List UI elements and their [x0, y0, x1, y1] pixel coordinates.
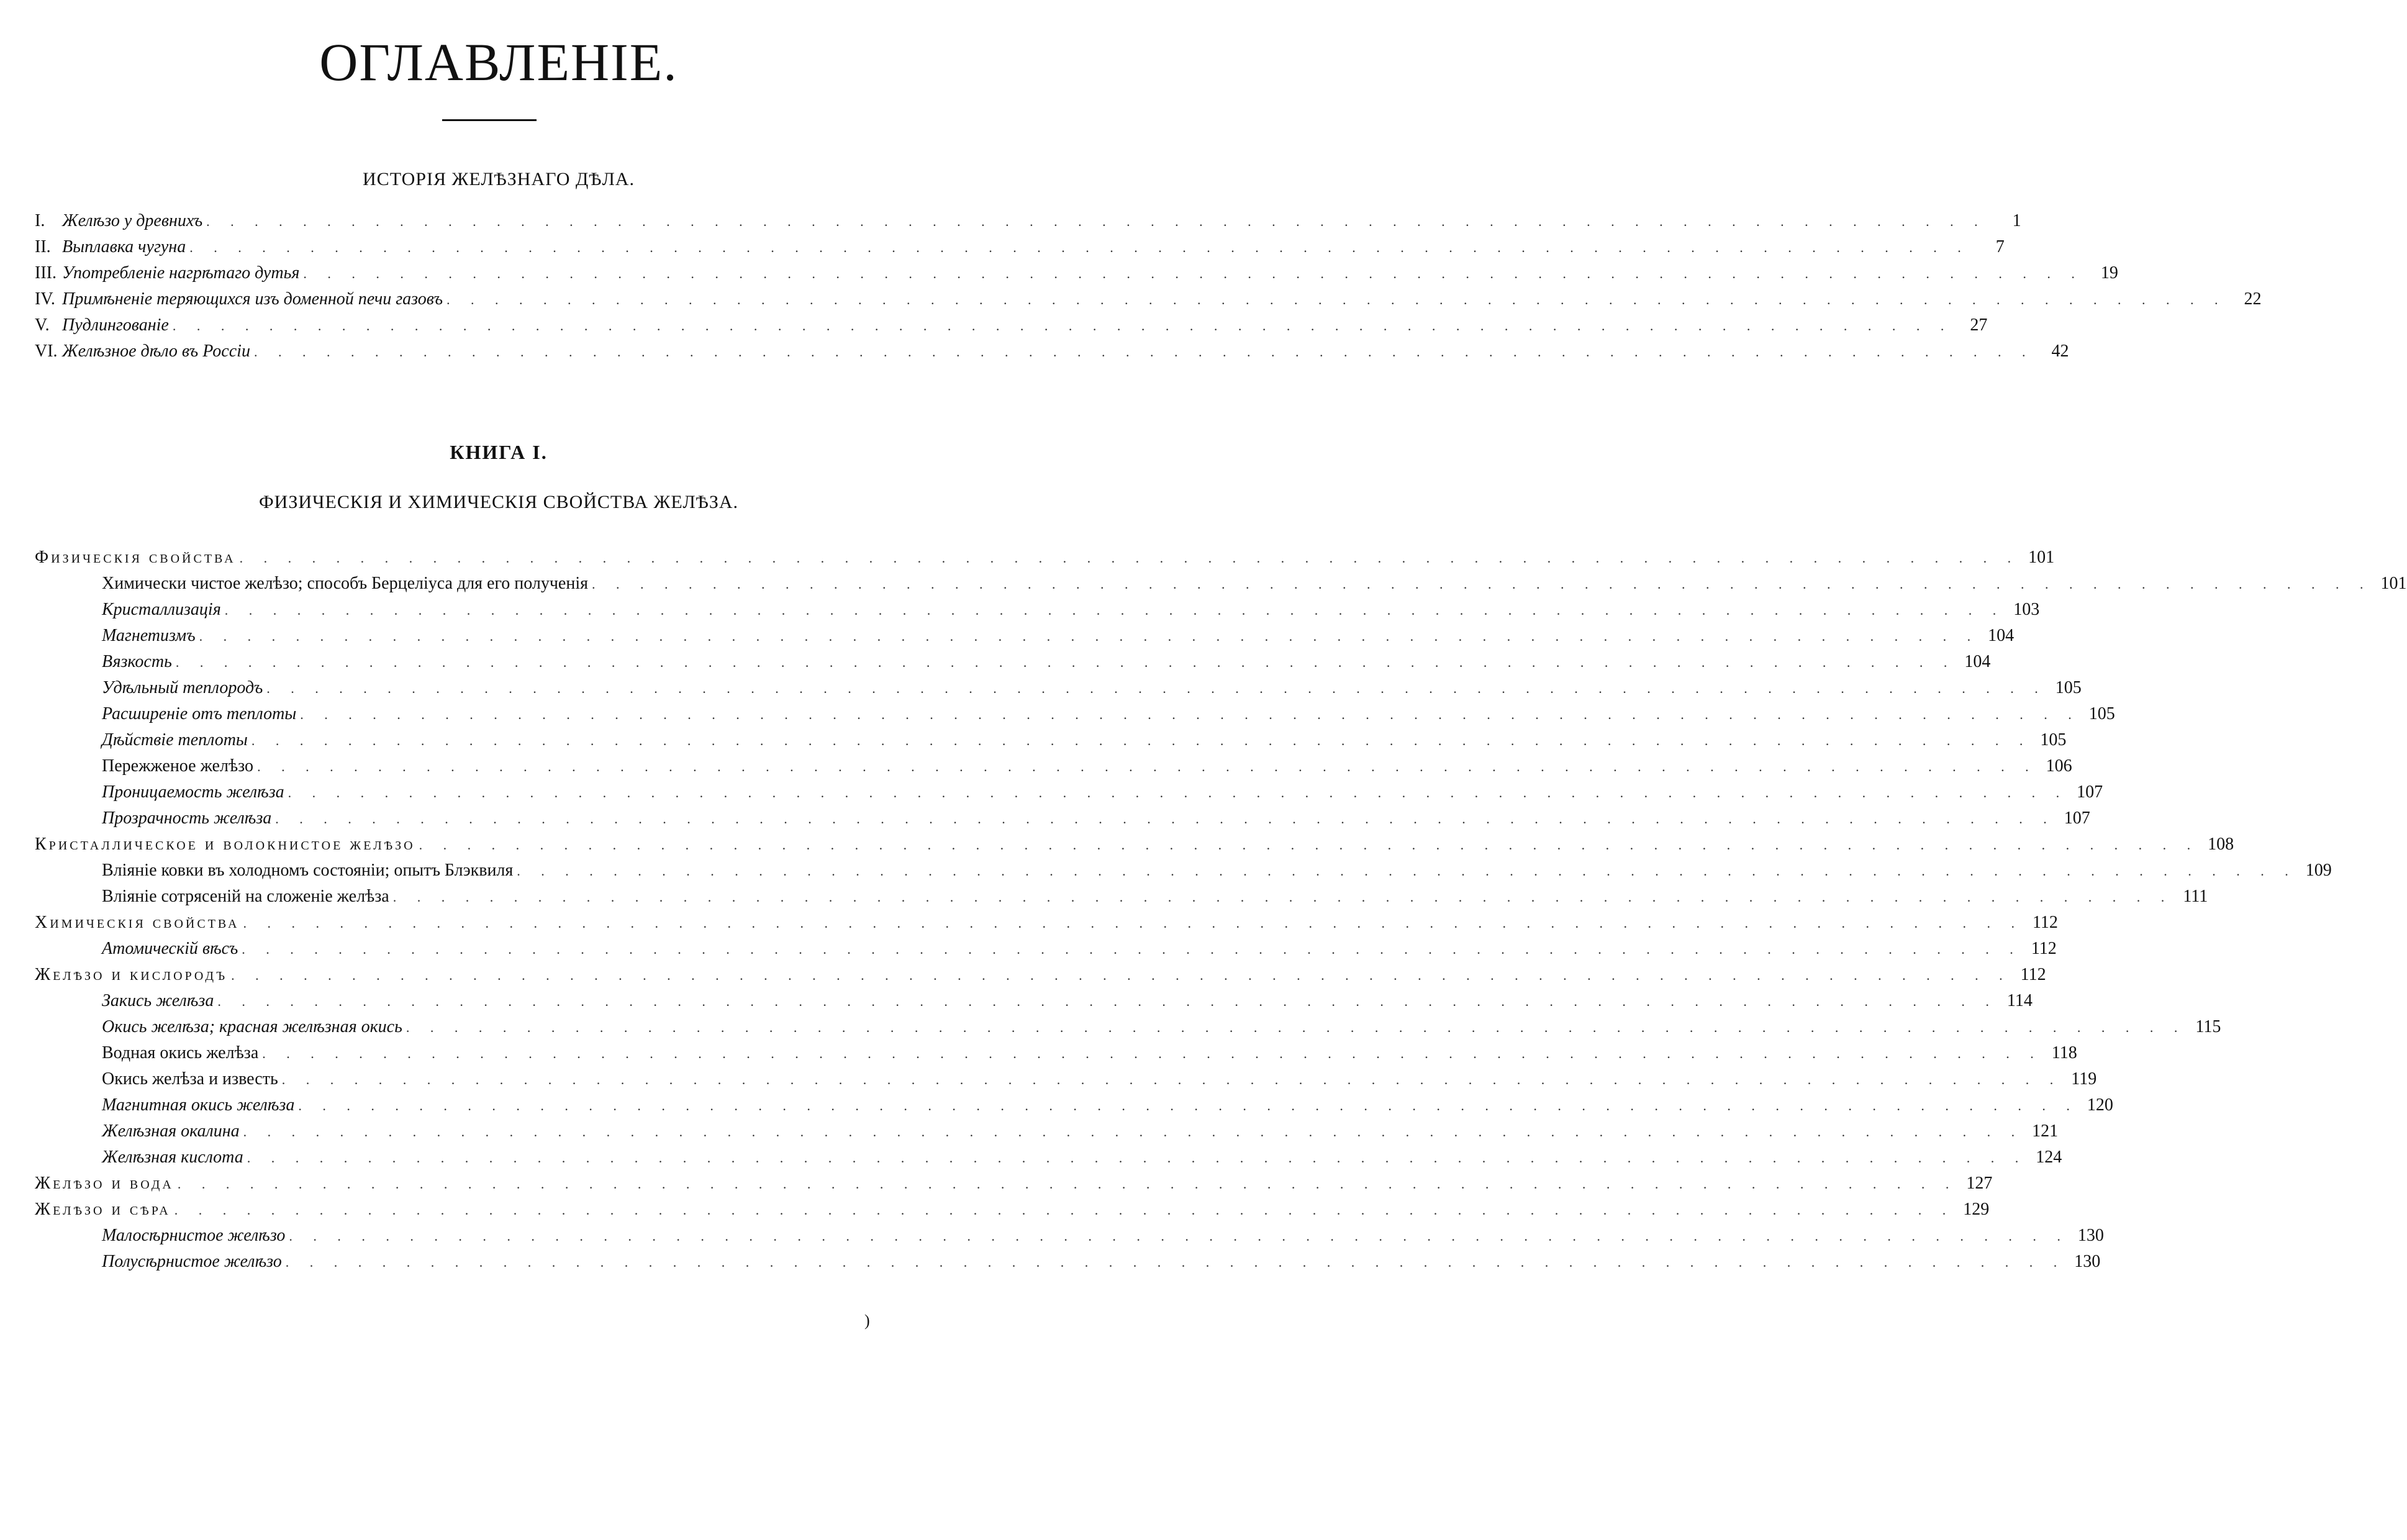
- toc-subentry: [102, 1041, 2077, 1066]
- dot-leader: [199, 624, 1980, 649]
- toc-subentry: [102, 1249, 2101, 1274]
- toc-subentry: [102, 676, 2082, 700]
- dot-leader: [393, 885, 2174, 910]
- entry-label: Полусѣрнистое желѣзо: [102, 1252, 282, 1271]
- entry-page: 42: [2051, 342, 2069, 361]
- dot-leader: [419, 833, 2200, 858]
- toc-subentry: [102, 754, 2072, 779]
- entry-label: Пудлингованіе: [62, 315, 169, 335]
- dot-leader: [257, 754, 2038, 779]
- entry-page: 101: [2380, 574, 2407, 593]
- entry-label: Закись желѣза: [102, 991, 214, 1010]
- entry-page: 19: [2100, 263, 2118, 283]
- history-entry: [35, 313, 1988, 338]
- entry-label: Проницаемость желѣза: [102, 782, 284, 802]
- dot-leader: [517, 859, 2297, 884]
- entry-page: 108: [2208, 835, 2234, 854]
- book-subheading: ФИЗИЧЕСКІЯ И ХИМИЧЕСКІЯ СВОЙСТВА ЖЕЛѢЗА.: [258, 492, 739, 512]
- entry-label: Выплавка чугуна: [62, 237, 186, 256]
- entry-label: Атомическій вѣсъ: [102, 939, 238, 958]
- toc-subentry: [102, 1093, 2113, 1118]
- toc-entry: [35, 962, 2046, 987]
- page-title: ОГЛАВЛЕНІЕ.: [319, 32, 678, 92]
- toc-subentry: [102, 1119, 2059, 1144]
- entry-page: 105: [2088, 704, 2115, 723]
- entry-page: 118: [2051, 1043, 2077, 1062]
- dot-leader: [175, 1198, 1955, 1223]
- dot-leader: [592, 572, 2372, 597]
- entry-label: Химическія свойства: [35, 913, 240, 932]
- entry-label: Желѣзо у древнихъ: [62, 211, 203, 230]
- dot-leader: [225, 598, 2005, 623]
- title-rule: [442, 119, 537, 121]
- entry-number: II.: [35, 237, 51, 256]
- toc-subentry: [102, 858, 2332, 883]
- entry-label: Дѣйствіе теплоты: [102, 730, 248, 750]
- entry-label: Желѣзо и кислородъ: [35, 965, 228, 984]
- entry-page: 106: [2046, 756, 2072, 776]
- entry-label: Употребленіе нагрѣтаго дутья: [62, 263, 300, 283]
- entry-label: Водная окись желѣза: [102, 1043, 259, 1062]
- entry-number: I.: [35, 211, 45, 230]
- entry-page: 7: [1995, 237, 2005, 256]
- dot-leader: [206, 209, 1987, 234]
- toc-subentry: [102, 650, 1991, 674]
- entry-number: VI.: [35, 342, 58, 361]
- entry-page: 112: [2020, 965, 2046, 984]
- entry-page: 101: [2028, 548, 2055, 567]
- dot-leader: [240, 546, 2020, 571]
- entry-page: 115: [2195, 1017, 2221, 1036]
- history-entry: [35, 261, 2118, 286]
- entry-label: Пережженое желѣзо: [102, 756, 254, 776]
- entry-page: 27: [1970, 315, 1988, 335]
- entry-number: III.: [35, 263, 57, 283]
- toc-subentry: [102, 1015, 2221, 1040]
- entry-page: 22: [2244, 289, 2262, 309]
- toc-subentry: [102, 806, 2090, 831]
- history-entry: [35, 287, 2262, 312]
- toc-entry: [35, 832, 2234, 857]
- entry-label: Желѣзо и сѣра: [35, 1200, 171, 1219]
- dot-leader: [243, 1120, 2024, 1144]
- entry-page: 130: [2074, 1252, 2101, 1271]
- entry-number: V.: [35, 315, 50, 335]
- entry-page: 114: [2006, 991, 2033, 1010]
- entry-label: Желѣзная окалина: [102, 1121, 240, 1141]
- page-mark: ): [864, 1311, 870, 1329]
- entry-page: 124: [2036, 1148, 2062, 1167]
- toc-subentry: [102, 989, 2033, 1013]
- dot-leader: [446, 288, 2227, 312]
- dot-leader: [406, 1015, 2187, 1040]
- dot-leader: [242, 937, 2022, 962]
- entry-page: 1: [2012, 211, 2021, 230]
- dot-leader: [266, 676, 2047, 701]
- entry-label: Химически чистое желѣзо; способъ Берцеліуса для его полученія: [102, 574, 589, 593]
- entry-label: Окись желѣза и известь: [102, 1069, 278, 1089]
- dot-leader: [176, 650, 1956, 675]
- entry-number: IV.: [35, 289, 55, 309]
- dot-leader: [289, 1224, 2069, 1249]
- entry-label: Желѣзная кислота: [102, 1148, 243, 1167]
- dot-leader: [262, 1041, 2042, 1066]
- dot-leader: [254, 340, 2034, 365]
- entry-page: 112: [2032, 913, 2058, 932]
- toc-subentry: [102, 1145, 2062, 1170]
- toc-entry: [35, 1197, 1990, 1222]
- history-entry: [35, 235, 2005, 260]
- toc-entry: [35, 1171, 1993, 1196]
- dot-leader: [288, 781, 2069, 805]
- toc-entry: [35, 910, 2058, 935]
- entry-label: Кристаллизація: [102, 600, 221, 619]
- dot-leader: [282, 1067, 2062, 1092]
- toc-subentry: [102, 780, 2103, 805]
- dot-leader: [303, 261, 2083, 286]
- history-entry: [35, 209, 2021, 233]
- history-entry: [35, 339, 2069, 364]
- dot-leader: [178, 1172, 1958, 1197]
- entry-label: Магнетизмъ: [102, 626, 196, 645]
- toc-subentry: [102, 936, 2057, 961]
- entry-page: 127: [1966, 1174, 1993, 1193]
- entry-label: Прозрачность желѣза: [102, 808, 272, 828]
- entry-label: Вліяніе сотрясеній на сложеніе желѣза: [102, 887, 389, 906]
- entry-page: 111: [2183, 887, 2208, 906]
- entry-label: Физическія свойства: [35, 548, 236, 567]
- entry-page: 107: [2077, 782, 2103, 802]
- dot-leader: [300, 702, 2080, 727]
- entry-label: Вліяніе ковки въ холодномъ состояніи; опытъ Блэквиля: [102, 861, 514, 880]
- entry-page: 104: [1988, 626, 2015, 645]
- toc-subentry: [102, 1223, 2104, 1248]
- dot-leader: [173, 314, 1953, 338]
- entry-page: 121: [2032, 1121, 2059, 1141]
- dot-leader: [298, 1094, 2078, 1118]
- entry-page: 105: [2040, 730, 2067, 750]
- entry-page: 120: [2087, 1095, 2113, 1115]
- entry-page: 105: [2055, 678, 2082, 697]
- book-heading: КНИГА I.: [450, 441, 548, 463]
- dot-leader: [275, 807, 2056, 831]
- toc-entry: [35, 545, 2055, 570]
- dot-leader: [243, 911, 2023, 936]
- dot-leader: [231, 963, 2011, 988]
- entry-page: 130: [2077, 1226, 2104, 1245]
- toc-subentry: [102, 884, 2208, 909]
- entry-page: 109: [2305, 861, 2332, 880]
- entry-label: Кристаллическое и волокнистое желѣзо: [35, 835, 415, 854]
- entry-page: 112: [2031, 939, 2057, 958]
- entry-label: Желѣзное дѣло въ Россіи: [62, 342, 250, 361]
- entry-label: Желѣзо и вода: [35, 1174, 174, 1193]
- entry-label: Расширеніе отъ теплоты: [102, 704, 297, 723]
- entry-label: Вязкость: [102, 652, 172, 671]
- entry-page: 104: [1964, 652, 1991, 671]
- dot-leader: [286, 1250, 2066, 1275]
- toc-subentry: [102, 571, 2407, 596]
- toc-subentry: [102, 728, 2067, 753]
- dot-leader: [247, 1146, 2028, 1171]
- entry-label: Удѣльный теплородъ: [102, 678, 263, 697]
- entry-page: 103: [2013, 600, 2040, 619]
- dot-leader: [252, 728, 2032, 753]
- entry-label: Окись желѣза; красная желѣзная окись: [102, 1017, 402, 1036]
- toc-subentry: [102, 1067, 2097, 1092]
- entry-label: Примѣненіе теряющихся изъ доменной печи газовъ: [62, 289, 443, 309]
- entry-label: Малосѣрнистое желѣзо: [102, 1226, 286, 1245]
- entry-page: 129: [1963, 1200, 1990, 1219]
- toc-subentry: [102, 597, 2040, 622]
- dot-leader: [217, 989, 1998, 1014]
- toc-subentry: [102, 702, 2115, 727]
- history-section-heading: ИСТОРІЯ ЖЕЛѢЗНАГО ДѢЛА.: [363, 169, 635, 189]
- dot-leader: [189, 235, 1970, 260]
- toc-subentry: [102, 623, 2015, 648]
- entry-page: 107: [2064, 808, 2090, 828]
- entry-page: 119: [2071, 1069, 2097, 1089]
- entry-label: Магнитная окись желѣза: [102, 1095, 295, 1115]
